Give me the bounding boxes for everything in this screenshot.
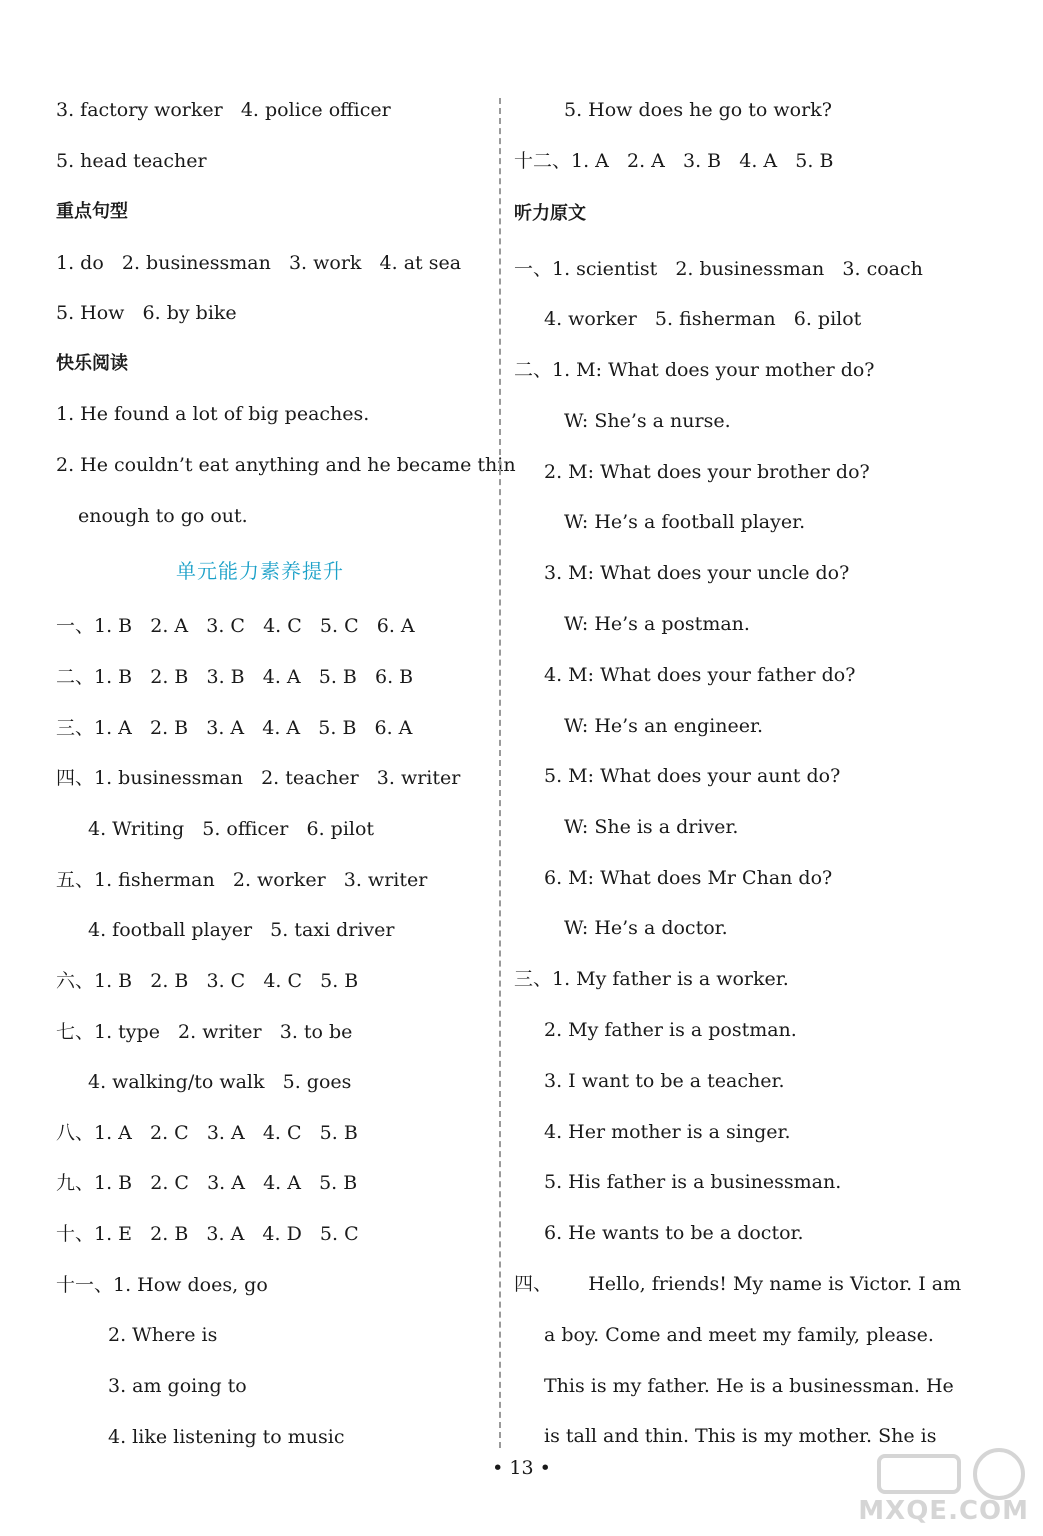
column-divider (499, 98, 501, 1448)
answer-line: 2. My father is a postman. (544, 1019, 797, 1041)
answer-line: 四、 Hello, friends! My name is Victor. I am (514, 1273, 962, 1295)
answer-line: 5. head teacher (56, 150, 207, 172)
answer-line: 二、1. M: What does your mother do? (514, 359, 875, 381)
answer-line: enough to go out. (78, 505, 248, 527)
answer-line: 4. football player 5. taxi driver (88, 919, 395, 941)
section-heading: 听力原文 (514, 203, 586, 224)
answer-line: W: He’s a postman. (564, 613, 750, 635)
answer-line: 3. M: What does your uncle do? (544, 562, 850, 584)
answer-line: 五、1. fisherman 2. worker 3. writer (56, 869, 428, 891)
answer-line: W: She is a driver. (564, 816, 739, 838)
answer-line: W: He’s an engineer. (564, 715, 764, 737)
answer-line: 1. He found a lot of big peaches. (56, 403, 370, 425)
watermark-logo (858, 1446, 1029, 1526)
answer-line: 5. His father is a businessman. (544, 1171, 842, 1193)
answer-line: 4. like listening to music (108, 1426, 345, 1448)
answer-line: 一、1. scientist 2. businessman 3. coach (514, 258, 923, 280)
answer-line: 十一、1. How does, go (56, 1274, 268, 1296)
answer-line: 5. How does he go to work? (564, 99, 832, 121)
answer-line: 3. am going to (108, 1375, 247, 1397)
answer-line: 4. Writing 5. officer 6. pilot (88, 818, 375, 840)
answer-line: W: He’s a football player. (564, 511, 806, 533)
answer-line: W: She’s a nurse. (564, 410, 731, 432)
answer-line: 2. Where is (108, 1324, 218, 1346)
section-heading: 重点句型 (56, 201, 128, 222)
watermark-text: MXQE.COM (858, 1496, 1029, 1526)
answer-line: 一、1. B 2. A 3. C 4. C 5. C 6. A (56, 615, 415, 637)
answer-line: 2. He couldn’t eat anything and he became thin (56, 454, 516, 476)
answer-line: 十二、1. A 2. A 3. B 4. A 5. B (514, 150, 834, 172)
section-heading: 快乐阅读 (56, 353, 128, 374)
answer-line: 4. Her mother is a singer. (544, 1121, 791, 1143)
page-number: • 13 • (492, 1457, 551, 1479)
answer-line: 二、1. B 2. B 3. B 4. A 5. B 6. B (56, 666, 414, 688)
answer-line: 4. worker 5. fisherman 6. pilot (544, 308, 862, 330)
answer-line: 5. M: What does your aunt do? (544, 765, 841, 787)
unit-section-title: 单元能力素养提升 (176, 559, 344, 583)
answer-line: 2. M: What does your brother do? (544, 461, 870, 483)
answer-line: 八、1. A 2. C 3. A 4. C 5. B (56, 1122, 358, 1144)
answer-line: 4. walking/to walk 5. goes (88, 1071, 352, 1093)
answer-line: 1. do 2. businessman 3. work 4. at sea (56, 252, 462, 274)
answer-line: 6. M: What does Mr Chan do? (544, 867, 833, 889)
answer-line: 6. He wants to be a doctor. (544, 1222, 804, 1244)
answer-line: 5. How 6. by bike (56, 302, 237, 324)
answer-line: 4. M: What does your father do? (544, 664, 856, 686)
answer-line: 三、1. My father is a worker. (514, 968, 789, 990)
answer-line: 六、1. B 2. B 3. C 4. C 5. B (56, 970, 359, 992)
answer-line: 四、1. businessman 2. teacher 3. writer (56, 767, 461, 789)
answer-line: This is my father. He is a businessman. He (544, 1375, 954, 1397)
answer-line: 3. I want to be a teacher. (544, 1070, 785, 1092)
answer-line: is tall and thin. This is my mother. She is (544, 1425, 937, 1447)
answer-line: W: He’s a doctor. (564, 917, 728, 939)
answer-line: 三、1. A 2. B 3. A 4. A 5. B 6. A (56, 717, 413, 739)
answer-line: a boy. Come and meet my family, please. (544, 1324, 934, 1346)
answer-line: 九、1. B 2. C 3. A 4. A 5. B (56, 1172, 358, 1194)
answer-line: 3. factory worker 4. police officer (56, 99, 391, 121)
answer-line: 十、1. E 2. B 3. A 4. D 5. C (56, 1223, 359, 1245)
answer-line: 七、1. type 2. writer 3. to be (56, 1021, 353, 1043)
